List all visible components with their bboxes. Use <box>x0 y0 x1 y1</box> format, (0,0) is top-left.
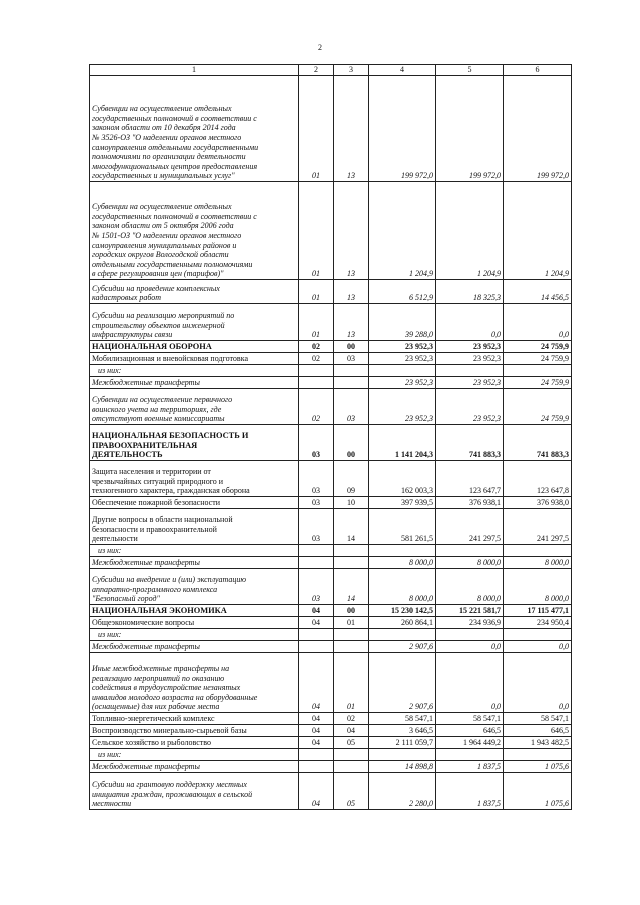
amount-col5: 15 221 581,7 <box>436 605 504 617</box>
section-code: 04 <box>299 725 334 737</box>
table-row-selhoz <box>90 737 572 749</box>
table-row-iz-nih-4 <box>90 749 572 761</box>
row-name <box>90 569 299 605</box>
header-cell-6: 6 <box>504 65 572 76</box>
amount-col6: 24 759,9 <box>504 353 572 365</box>
row-name <box>90 653 299 713</box>
section-code: 03 <box>299 569 334 605</box>
row-name <box>90 629 299 641</box>
section-code <box>299 377 334 389</box>
amount-col5: 741 883,3 <box>436 425 504 461</box>
amount-col6: 0,0 <box>504 653 572 713</box>
subsection-code: 14 <box>334 569 369 605</box>
amount-col5: 0,0 <box>436 653 504 713</box>
subsection-code: 01 <box>334 653 369 713</box>
amount-col6: 0,0 <box>504 641 572 653</box>
amount-col4 <box>369 365 436 377</box>
amount-col6: 1 943 482,5 <box>504 737 572 749</box>
row-name-line: самоуправления муниципальных районов и <box>92 240 237 250</box>
subsection-code <box>334 641 369 653</box>
row-name <box>90 365 299 377</box>
amount-col6: 1 204,9 <box>504 182 572 280</box>
row-name <box>90 497 299 509</box>
amount-col5: 58 547,1 <box>436 713 504 725</box>
row-name-line: НАЦИОНАЛЬНАЯ ОБОРОНА <box>92 342 212 352</box>
row-name-line: государственных полномочий в соответствии с <box>92 113 257 123</box>
row-name <box>90 617 299 629</box>
row-name <box>90 773 299 810</box>
row-name-line: государственных полномочий в соответствии с <box>92 211 257 221</box>
row-name <box>90 377 299 389</box>
subsection-code: 13 <box>334 280 369 304</box>
table-row-obscheekon <box>90 617 572 629</box>
amount-col4: 3 646,5 <box>369 725 436 737</box>
table-row-iz-nih-2 <box>90 545 572 557</box>
amount-col5: 241 297,5 <box>436 509 504 545</box>
amount-col4: 6 512,9 <box>369 280 436 304</box>
row-name-line: Субсидии на внедрение и (или) эксплуатацию <box>92 575 247 585</box>
table-row-inye-mbt <box>90 653 572 713</box>
subsection-code: 02 <box>334 713 369 725</box>
amount-col6: 14 456,5 <box>504 280 572 304</box>
amount-col4: 260 864,1 <box>369 617 436 629</box>
row-name-line: Субвенции на осуществление отдельных <box>92 202 232 212</box>
section-code <box>299 557 334 569</box>
subsection-code: 14 <box>334 509 369 545</box>
subsection-code <box>334 629 369 641</box>
row-name <box>90 749 299 761</box>
amount-col5: 376 938,1 <box>436 497 504 509</box>
amount-col5: 199 972,0 <box>436 76 504 182</box>
row-name-line: Сельское хозяйство и рыболовство <box>92 738 212 748</box>
table-row-mbt-2 <box>90 557 572 569</box>
amount-col5: 0,0 <box>436 641 504 653</box>
section-code: 03 <box>299 461 334 497</box>
section-code <box>299 641 334 653</box>
amount-col6: 376 938,0 <box>504 497 572 509</box>
amount-col6: 8 000,0 <box>504 569 572 605</box>
subsection-code <box>334 761 369 773</box>
amount-col4: 199 972,0 <box>369 76 436 182</box>
amount-col5: 23 952,3 <box>436 389 504 425</box>
subsection-code: 10 <box>334 497 369 509</box>
section-code <box>299 629 334 641</box>
row-name <box>90 737 299 749</box>
row-name-line: Субвенции на осуществление отдельных <box>92 104 232 114</box>
amount-col6: 58 547,1 <box>504 713 572 725</box>
subsection-code <box>334 365 369 377</box>
amount-col4: 581 261,5 <box>369 509 436 545</box>
row-name <box>90 182 299 280</box>
table-row-mbt-3 <box>90 641 572 653</box>
table-row-zaschita <box>90 461 572 497</box>
amount-col5: 123 647,7 <box>436 461 504 497</box>
header-cell-2: 2 <box>299 65 334 76</box>
subsection-code: 05 <box>334 773 369 810</box>
subsection-code <box>334 377 369 389</box>
amount-col6: 199 972,0 <box>504 76 572 182</box>
row-name-line: Воспроизводство минерально-сырьевой базы <box>92 726 247 736</box>
row-name <box>90 425 299 461</box>
header-cell-4: 4 <box>369 65 436 76</box>
amount-col4: 14 898,8 <box>369 761 436 773</box>
section-code <box>299 761 334 773</box>
amount-col6: 123 647,8 <box>504 461 572 497</box>
section-code: 02 <box>299 353 334 365</box>
section-code: 04 <box>299 605 334 617</box>
subsection-code: 00 <box>334 425 369 461</box>
row-name-line: кадастровых работ <box>92 293 162 303</box>
amount-col6: 8 000,0 <box>504 557 572 569</box>
amount-col4: 23 952,3 <box>369 389 436 425</box>
header-cell-3: 3 <box>334 65 369 76</box>
row-name <box>90 509 299 545</box>
row-name-line: ПРАВООХРАНИТЕЛЬНАЯ <box>92 440 198 450</box>
amount-col5: 1 837,5 <box>436 761 504 773</box>
row-name-line: самоуправления отдельными государственными <box>92 142 259 152</box>
amount-col6: 17 115 477,1 <box>504 605 572 617</box>
row-name-line: безопасности и правоохранительной <box>92 524 217 534</box>
row-name-line: НАЦИОНАЛЬНАЯ ЭКОНОМИКА <box>92 606 227 616</box>
table-row-subv-mfc <box>90 76 572 182</box>
amount-col4: 1 141 204,3 <box>369 425 436 461</box>
amount-col4: 162 003,3 <box>369 461 436 497</box>
section-code: 02 <box>299 389 334 425</box>
row-name-line: воинского учета на территориях, где <box>92 404 222 414</box>
header-cell-1: 1 <box>90 65 299 76</box>
row-name-line: инфраструктуры связи <box>92 330 173 340</box>
row-name <box>90 725 299 737</box>
amount-col4: 397 939,5 <box>369 497 436 509</box>
row-name <box>90 353 299 365</box>
amount-col6 <box>504 629 572 641</box>
amount-col4: 15 230 142,5 <box>369 605 436 617</box>
row-name-line: из них: <box>98 630 122 640</box>
table-row-iz-nih-1 <box>90 365 572 377</box>
amount-col6: 741 883,3 <box>504 425 572 461</box>
subsection-code: 09 <box>334 461 369 497</box>
table-row-mbt-4 <box>90 761 572 773</box>
section-code: 04 <box>299 773 334 810</box>
amount-col4: 2 907,6 <box>369 653 436 713</box>
amount-col6: 1 075,6 <box>504 761 572 773</box>
row-name-line: Защита населения и территории от <box>92 467 211 477</box>
table-header-row <box>90 65 572 76</box>
row-name-line: Обеспечение пожарной безопасности <box>92 498 221 508</box>
row-name-line: ДЕЯТЕЛЬНОСТЬ <box>92 450 163 460</box>
section-code: 01 <box>299 304 334 341</box>
table-row-pozhar <box>90 497 572 509</box>
row-name <box>90 341 299 353</box>
amount-col4: 39 288,0 <box>369 304 436 341</box>
header-cell-5: 5 <box>436 65 504 76</box>
row-name-line: строительству объектов инженерной <box>92 320 225 330</box>
table-row-vosproizv <box>90 725 572 737</box>
amount-col5: 18 325,3 <box>436 280 504 304</box>
amount-col6: 0,0 <box>504 304 572 341</box>
subsection-code: 13 <box>334 304 369 341</box>
table-row-nat-defense <box>90 341 572 353</box>
amount-col5 <box>436 545 504 557</box>
amount-col5: 23 952,3 <box>436 341 504 353</box>
subsection-code: 13 <box>334 182 369 280</box>
amount-col4: 23 952,3 <box>369 353 436 365</box>
table-row-nat-economy <box>90 605 572 617</box>
table-row-mobil <box>90 353 572 365</box>
row-name-line: инвалидов молодого возраста на оборудованные <box>92 692 258 702</box>
row-name-line: инициатив граждан, проживающих в сельской <box>92 789 253 799</box>
section-code: 03 <box>299 509 334 545</box>
amount-col6: 24 759,9 <box>504 341 572 353</box>
row-name-line: содействия в трудоустройстве незанятых <box>92 683 241 693</box>
amount-col4: 23 952,3 <box>369 377 436 389</box>
row-name-line: законом области от 5 октября 2006 года <box>92 221 234 231</box>
amount-col6: 646,5 <box>504 725 572 737</box>
subsection-code: 00 <box>334 341 369 353</box>
amount-col6: 1 075,6 <box>504 773 572 810</box>
table-row-subv-tarif <box>90 182 572 280</box>
row-name-line: отсутствуют военные комиссариаты <box>92 414 225 424</box>
row-name-line: реализацию мероприятий по оказанию <box>92 673 225 683</box>
row-name-line: Субсидии на реализацию мероприятий по <box>92 311 235 321</box>
row-name-line: Другие вопросы в области национальной <box>92 515 233 525</box>
table-row-mbt-1 <box>90 377 572 389</box>
amount-col6: 24 759,9 <box>504 389 572 425</box>
section-code: 04 <box>299 737 334 749</box>
amount-col4: 2 111 059,7 <box>369 737 436 749</box>
row-name <box>90 761 299 773</box>
row-name-line: Мобилизационная и вневойсковая подготовка <box>92 354 249 364</box>
amount-col6 <box>504 365 572 377</box>
row-name-line: (оснащенные) для них рабочие места <box>92 702 220 712</box>
amount-col5: 1 964 449,2 <box>436 737 504 749</box>
amount-col4 <box>369 545 436 557</box>
amount-col4: 2 280,0 <box>369 773 436 810</box>
row-name-line: местности <box>92 799 132 809</box>
table-row-subs-kadastr <box>90 280 572 304</box>
row-name <box>90 641 299 653</box>
amount-col5: 23 952,3 <box>436 353 504 365</box>
section-code: 01 <box>299 76 334 182</box>
amount-col5: 0,0 <box>436 304 504 341</box>
row-name-line: Субсидии на грантовую поддержку местных <box>92 780 247 790</box>
amount-col5 <box>436 629 504 641</box>
amount-col5: 1 837,5 <box>436 773 504 810</box>
row-name-line: Межбюджетные трансферты <box>92 762 200 772</box>
amount-col6 <box>504 749 572 761</box>
amount-col4: 23 952,3 <box>369 341 436 353</box>
row-name <box>90 605 299 617</box>
table-row-subv-voin <box>90 389 572 425</box>
row-name-line: городских округов Вологодской области <box>92 250 229 260</box>
row-name-line: Общеэкономические вопросы <box>92 618 195 628</box>
subsection-code: 03 <box>334 353 369 365</box>
row-name <box>90 713 299 725</box>
amount-col5: 646,5 <box>436 725 504 737</box>
row-name-line: аппаратно-программного комплекса <box>92 584 218 594</box>
amount-col4: 2 907,6 <box>369 641 436 653</box>
row-name-line: Иные межбюджетные трансферты на <box>92 664 230 674</box>
row-name-line: Топливно-энергетический комплекс <box>92 714 215 724</box>
row-name-line: многофункциональных центров предоставления <box>92 161 258 171</box>
section-code: 03 <box>299 497 334 509</box>
section-code: 04 <box>299 617 334 629</box>
amount-col6 <box>504 545 572 557</box>
section-code: 01 <box>299 182 334 280</box>
table-row-subs-svyaz <box>90 304 572 341</box>
row-name-line: из них: <box>98 366 122 376</box>
amount-col5: 8 000,0 <box>436 557 504 569</box>
amount-col4: 8 000,0 <box>369 569 436 605</box>
row-name <box>90 280 299 304</box>
subsection-code: 01 <box>334 617 369 629</box>
row-name-line: Межбюджетные трансферты <box>92 378 200 388</box>
row-name-line: деятельности <box>92 534 138 544</box>
table-row-drugie-bez <box>90 509 572 545</box>
row-name-line: в сфере регулирования цен (тарифов)" <box>92 269 224 279</box>
section-code: 04 <box>299 653 334 713</box>
amount-col6: 234 950,4 <box>504 617 572 629</box>
subsection-code <box>334 545 369 557</box>
row-name <box>90 304 299 341</box>
row-name-line: техногенного характера, гражданская оборона <box>92 486 250 496</box>
row-name <box>90 461 299 497</box>
row-name <box>90 76 299 182</box>
amount-col4: 1 204,9 <box>369 182 436 280</box>
table-row-nat-security <box>90 425 572 461</box>
section-code: 01 <box>299 280 334 304</box>
table-row-subs-bezgorod <box>90 569 572 605</box>
amount-col5 <box>436 365 504 377</box>
section-code: 03 <box>299 425 334 461</box>
row-name-line: № 3526-ОЗ "О наделении органов местного <box>92 133 242 143</box>
row-name-line: из них: <box>98 546 122 556</box>
table-row-subs-grant <box>90 773 572 810</box>
row-name-line: законом области от 10 декабря 2014 года <box>92 123 236 133</box>
subsection-code <box>334 749 369 761</box>
section-code <box>299 365 334 377</box>
row-name-line: полномочиями по организации деятельности <box>92 152 246 162</box>
amount-col6: 241 297,5 <box>504 509 572 545</box>
row-name-line: Межбюджетные трансферты <box>92 642 200 652</box>
row-name-line: Межбюджетные трансферты <box>92 558 200 568</box>
section-code <box>299 749 334 761</box>
amount-col4 <box>369 629 436 641</box>
row-name-line: государственных и муниципальных услуг" <box>92 171 235 181</box>
section-code: 04 <box>299 713 334 725</box>
amount-col5: 23 952,3 <box>436 377 504 389</box>
amount-col4: 58 547,1 <box>369 713 436 725</box>
subsection-code: 13 <box>334 76 369 182</box>
amount-col4: 8 000,0 <box>369 557 436 569</box>
subsection-code <box>334 557 369 569</box>
budget-table <box>89 64 572 810</box>
amount-col5: 234 936,9 <box>436 617 504 629</box>
subsection-code: 05 <box>334 737 369 749</box>
table-row-iz-nih-3 <box>90 629 572 641</box>
row-name-line: Субсидии на проведение комплексных <box>92 283 220 293</box>
page-number: 2 <box>318 43 322 52</box>
row-name <box>90 389 299 425</box>
row-name-line: № 1501-ОЗ "О наделении органов местного <box>92 231 242 241</box>
section-code <box>299 545 334 557</box>
row-name <box>90 557 299 569</box>
amount-col6: 24 759,9 <box>504 377 572 389</box>
subsection-code: 00 <box>334 605 369 617</box>
amount-col4 <box>369 749 436 761</box>
row-name-line: из них: <box>98 750 122 760</box>
amount-col5 <box>436 749 504 761</box>
subsection-code: 03 <box>334 389 369 425</box>
amount-col5: 8 000,0 <box>436 569 504 605</box>
row-name-line: чрезвычайных ситуаций природного и <box>92 476 224 486</box>
row-name-line: Субвенции на осуществление первичного <box>92 395 233 405</box>
subsection-code: 04 <box>334 725 369 737</box>
row-name-line: отдельными государственными полномочиями <box>92 259 253 269</box>
table-row-toplivo <box>90 713 572 725</box>
amount-col5: 1 204,9 <box>436 182 504 280</box>
row-name-line: "Безопасный город" <box>92 594 160 604</box>
row-name <box>90 545 299 557</box>
section-code: 02 <box>299 341 334 353</box>
row-name-line: НАЦИОНАЛЬНАЯ БЕЗОПАСНОСТЬ И <box>92 431 249 441</box>
